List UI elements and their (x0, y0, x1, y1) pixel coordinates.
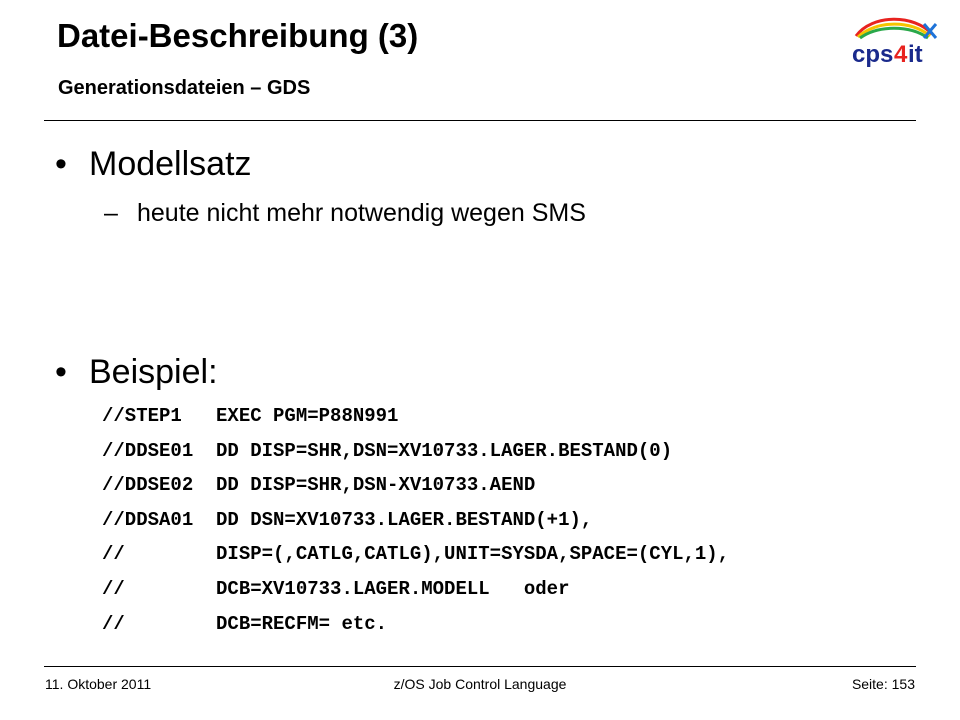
code-line: //DDSA01 DD DSN=XV10733.LAGER.BESTAND(+1), (102, 508, 593, 531)
bullet-text: Beispiel: (89, 353, 218, 391)
code-line: // DISP=(,CATLG,CATLG),UNIT=SYSDA,SPACE=(CYL,1), (102, 543, 730, 566)
svg-text:4: 4 (894, 41, 908, 68)
bullet-item (55, 350, 218, 394)
cps4it-logo (848, 12, 940, 68)
slide-subtitle: Generationsdateien – GDS (58, 77, 311, 99)
svg-text:cps: cps (852, 41, 894, 68)
bullet-text: Modellsatz (89, 145, 252, 183)
code-line: // DCB=RECFM= etc. (102, 612, 388, 635)
code-line: //STEP1 EXEC PGM=P88N991 (102, 405, 399, 427)
bullet-marker: • (55, 145, 67, 183)
bullet-item (55, 142, 252, 186)
header-divider (44, 120, 916, 121)
footer-page-number: Seite: 153 (851, 676, 915, 692)
slide-title: Datei-Beschreibung (3) (57, 17, 419, 54)
sub-bullet-marker: – (104, 199, 118, 227)
code-line: //DDSE01 DD DISP=SHR,DSN=XV10733.LAGER.BESTAND(0) (102, 439, 673, 462)
footer-divider (44, 666, 916, 667)
sub-bullet-item (104, 197, 586, 229)
bullet-marker: • (55, 353, 67, 391)
svg-text:it: it (908, 41, 923, 68)
code-line: // DCB=XV10733.LAGER.MODELL oder (102, 577, 570, 600)
footer-date: 11. Oktober 2011 (45, 676, 152, 692)
sub-bullet-text: heute nicht mehr notwendig wegen SMS (137, 199, 586, 227)
jcl-code-block (102, 399, 729, 641)
footer-title: z/OS Job Control Language (393, 676, 567, 692)
code-line: //DDSE02 DD DISP=SHR,DSN-XV10733.AEND (102, 474, 536, 497)
